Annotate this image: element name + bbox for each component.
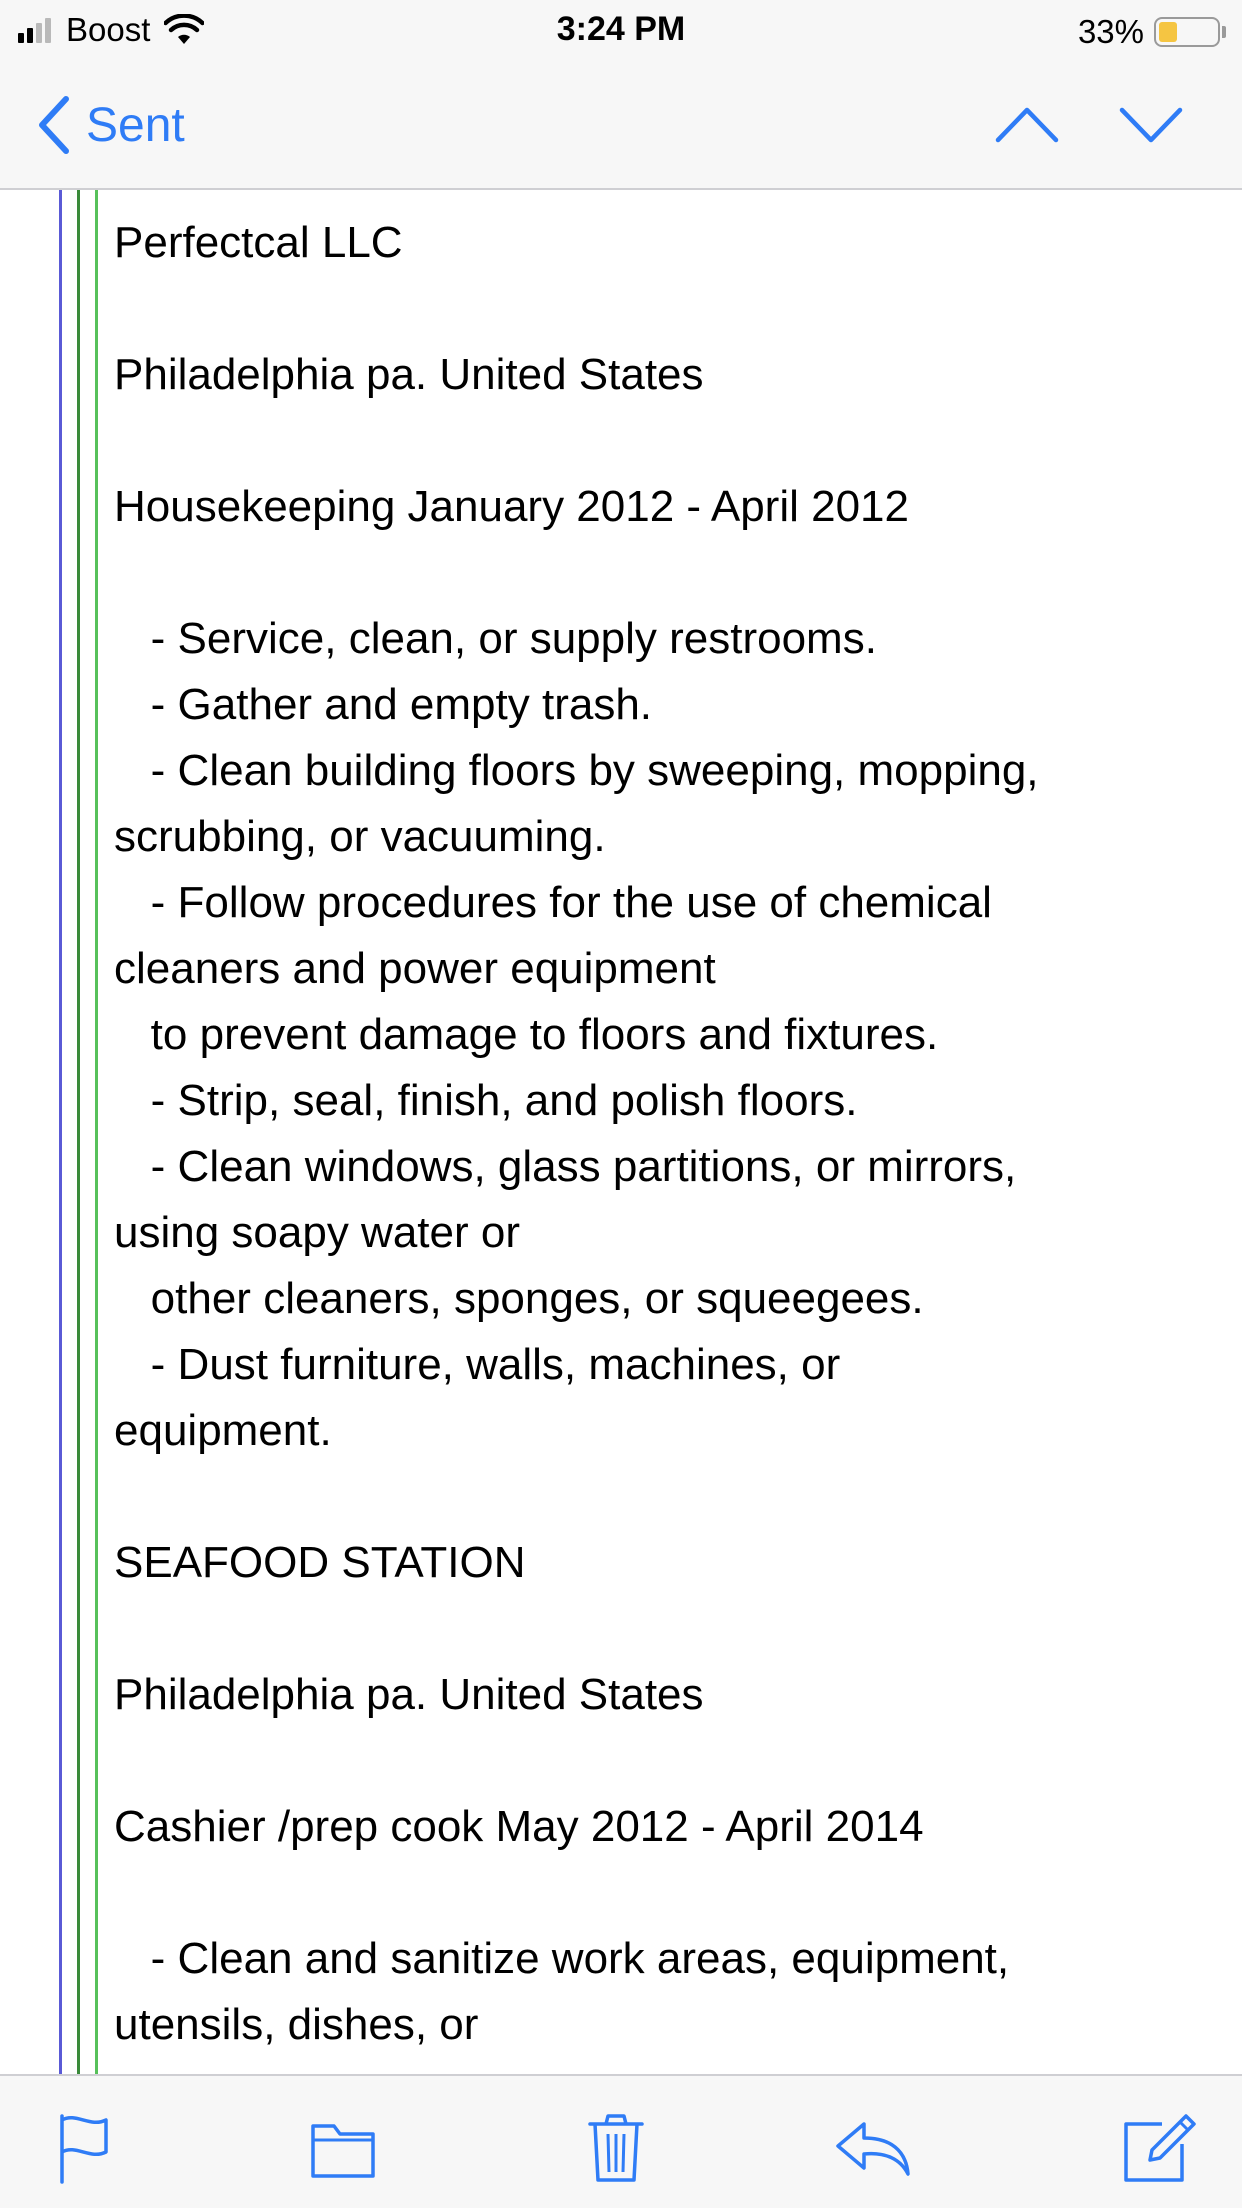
battery-icon xyxy=(1154,17,1220,47)
message-line: to prevent damage to floors and fixtures. xyxy=(114,1010,939,1059)
message-line: - Follow procedures for the use of chemical xyxy=(114,878,992,927)
back-button[interactable] xyxy=(36,92,185,158)
message-line: Philadelphia pa. United States xyxy=(114,1670,704,1719)
blank-line xyxy=(114,1728,1224,1794)
chevron-left-icon xyxy=(36,95,72,155)
message-line: - Clean and sanitize work areas, equipment, xyxy=(114,1934,1010,1983)
blank-line xyxy=(114,1596,1224,1662)
message-line: Cashier /prep cook May 2012 - April 2014 xyxy=(114,1802,924,1851)
message-line: - Clean windows, glass partitions, or mirrors, xyxy=(114,1142,1017,1191)
reply-button[interactable] xyxy=(834,2112,912,2184)
previous-message-button[interactable] xyxy=(994,100,1060,150)
message-line: equipment. xyxy=(114,1406,332,1455)
message-line: using soapy water or xyxy=(114,1208,520,1257)
flag-button[interactable] xyxy=(56,2112,120,2184)
blank-line xyxy=(114,1464,1224,1530)
chevron-up-icon xyxy=(998,110,1056,140)
status-time: 3:24 PM xyxy=(556,10,686,48)
blank-line xyxy=(114,1860,1224,1926)
move-to-folder-button[interactable] xyxy=(310,2112,376,2184)
blank-line xyxy=(114,408,1224,474)
message-line: SEAFOOD STATION xyxy=(114,1538,526,1587)
message-line: - Dust furniture, walls, machines, or xyxy=(114,1340,841,1389)
compose-icon xyxy=(1122,2112,1198,2184)
message-line: scrubbing, or vacuuming. xyxy=(114,812,606,861)
message-line: cleaners and power equipment xyxy=(114,944,716,993)
bottom-toolbar xyxy=(0,2074,1242,2208)
carrier-name: Boost xyxy=(66,11,151,48)
next-message-button[interactable] xyxy=(1118,100,1184,150)
message-line: other cleaners, sponges, or squeegees. xyxy=(114,1274,924,1323)
message-text xyxy=(114,210,1224,2058)
message-line: Perfectcal LLC xyxy=(114,218,403,267)
message-line: Housekeeping January 2012 - April 2012 xyxy=(114,482,909,531)
message-line: - Service, clean, or supply restrooms. xyxy=(114,614,877,663)
compose-button[interactable] xyxy=(1122,2112,1198,2184)
battery-level-fill xyxy=(1159,22,1177,42)
message-body[interactable] xyxy=(0,190,1242,2074)
status-right xyxy=(1078,12,1226,52)
trash-button[interactable] xyxy=(584,2112,648,2184)
status-bar xyxy=(0,0,1242,62)
message-line: - Strip, seal, finish, and polish floors. xyxy=(114,1076,858,1125)
reply-icon xyxy=(834,2112,912,2184)
message-line: utensils, dishes, or xyxy=(114,2000,479,2049)
message-line: - Gather and empty trash. xyxy=(114,680,653,729)
navigation-bar xyxy=(0,62,1242,190)
back-label: Sent xyxy=(86,98,185,152)
quote-bar xyxy=(77,190,80,2074)
blank-line xyxy=(114,540,1224,606)
message-line: Philadelphia pa. United States xyxy=(114,350,704,399)
trash-icon xyxy=(584,2112,648,2184)
blank-line xyxy=(114,276,1224,342)
flag-icon xyxy=(56,2112,120,2184)
chevron-down-icon xyxy=(1122,110,1180,140)
folder-icon xyxy=(310,2112,376,2184)
quote-bar xyxy=(59,190,62,2074)
quote-bar xyxy=(95,190,98,2074)
message-line: - Clean building floors by sweeping, mopping, xyxy=(114,746,1039,795)
battery-tip xyxy=(1222,26,1226,38)
battery-percent: 33% xyxy=(1077,13,1144,50)
